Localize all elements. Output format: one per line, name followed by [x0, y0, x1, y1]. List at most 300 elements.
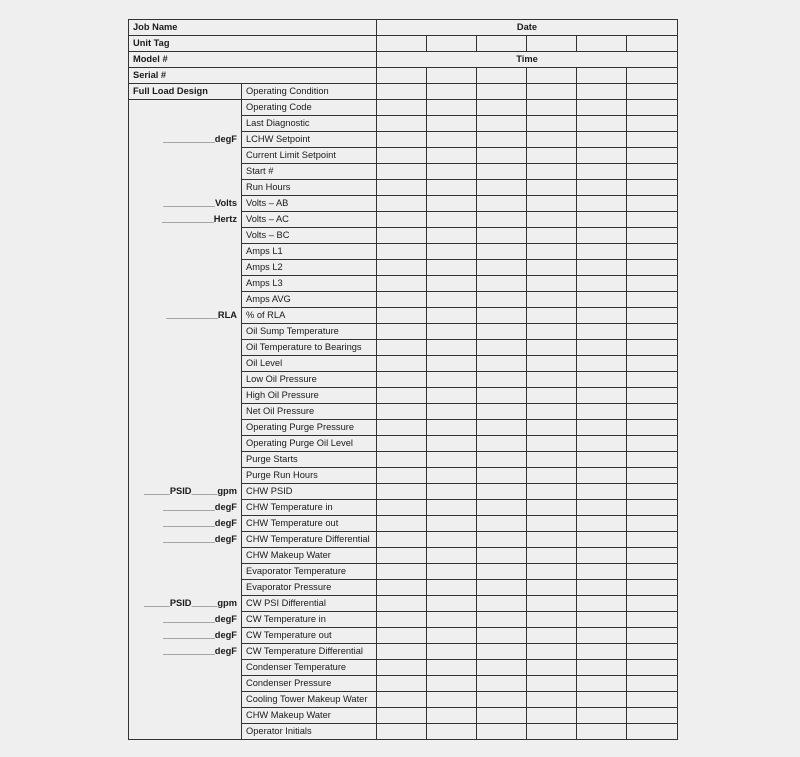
- entry-cell[interactable]: [527, 724, 577, 740]
- table-row: [129, 516, 678, 532]
- entry-cell[interactable]: [427, 132, 477, 148]
- entry-cell[interactable]: [427, 260, 477, 276]
- entry-cell[interactable]: [627, 580, 678, 596]
- entry-cell[interactable]: [377, 356, 427, 372]
- row-label: Net Oil Pressure: [242, 404, 377, 420]
- entry-cell[interactable]: [627, 100, 678, 116]
- entry-cell[interactable]: [627, 548, 678, 564]
- table-row: [129, 212, 678, 228]
- entry-cell[interactable]: [527, 308, 577, 324]
- entry-cell[interactable]: [377, 548, 427, 564]
- entry-cell[interactable]: [577, 436, 627, 452]
- entry-cell[interactable]: [477, 628, 527, 644]
- entry-cell[interactable]: [577, 148, 627, 164]
- entry-cell[interactable]: [477, 452, 527, 468]
- entry-cell[interactable]: [377, 580, 427, 596]
- entry-cell[interactable]: [527, 132, 577, 148]
- entry-cell[interactable]: [477, 660, 527, 676]
- entry-cell[interactable]: [377, 404, 427, 420]
- entry-cell[interactable]: [577, 132, 627, 148]
- table-row: [129, 436, 678, 452]
- entry-cell[interactable]: [577, 724, 627, 740]
- entry-cell[interactable]: [377, 692, 427, 708]
- entry-cell[interactable]: [427, 324, 477, 340]
- entry-cell[interactable]: [427, 708, 477, 724]
- entry-cell[interactable]: [477, 420, 527, 436]
- entry-cell[interactable]: [527, 516, 577, 532]
- row-label: Purge Starts: [242, 452, 377, 468]
- entry-cell[interactable]: [427, 356, 477, 372]
- entry-cell[interactable]: [477, 100, 527, 116]
- entry-cell[interactable]: [577, 84, 627, 100]
- entry-cell[interactable]: [577, 452, 627, 468]
- entry-cell[interactable]: [527, 436, 577, 452]
- entry-cell[interactable]: [577, 644, 627, 660]
- entry-cell[interactable]: [577, 260, 627, 276]
- entry-cell[interactable]: [427, 180, 477, 196]
- entry-cell[interactable]: [427, 676, 477, 692]
- entry-cell[interactable]: [377, 564, 427, 580]
- entry-cell[interactable]: [627, 564, 678, 580]
- entry-cell[interactable]: [527, 260, 577, 276]
- design-value: [129, 404, 242, 420]
- entry-cell[interactable]: [377, 596, 427, 612]
- entry-cell[interactable]: [377, 660, 427, 676]
- entry-cell[interactable]: [627, 532, 678, 548]
- entry-cell[interactable]: [627, 612, 678, 628]
- design-value: [129, 676, 242, 692]
- entry-cell[interactable]: [527, 292, 577, 308]
- table-row: [129, 500, 678, 516]
- row-label: Operating Code: [242, 100, 377, 116]
- entry-cell[interactable]: [427, 372, 477, 388]
- entry-cell[interactable]: [427, 500, 477, 516]
- entry-cell[interactable]: [627, 500, 678, 516]
- entry-cell[interactable]: [377, 324, 427, 340]
- entry-cell[interactable]: [477, 612, 527, 628]
- entry-cell[interactable]: [627, 164, 678, 180]
- entry-cell[interactable]: [427, 212, 477, 228]
- entry-cell[interactable]: [477, 484, 527, 500]
- entry-cell[interactable]: [427, 404, 477, 420]
- entry-cell[interactable]: [427, 436, 477, 452]
- entry-cell[interactable]: [577, 36, 627, 52]
- entry-cell[interactable]: [427, 660, 477, 676]
- entry-cell[interactable]: [427, 100, 477, 116]
- entry-cell[interactable]: [627, 644, 678, 660]
- entry-cell[interactable]: [477, 692, 527, 708]
- entry-cell[interactable]: [377, 148, 427, 164]
- entry-cell[interactable]: [527, 340, 577, 356]
- design-value[interactable]: _____PSID_____gpm: [129, 596, 242, 612]
- entry-cell[interactable]: [477, 292, 527, 308]
- design-value[interactable]: __________degF: [129, 532, 242, 548]
- entry-cell[interactable]: [527, 372, 577, 388]
- entry-cell[interactable]: [627, 516, 678, 532]
- entry-cell[interactable]: [377, 228, 427, 244]
- entry-cell[interactable]: [527, 628, 577, 644]
- design-value[interactable]: __________degF: [129, 644, 242, 660]
- entry-cell[interactable]: [427, 532, 477, 548]
- entry-cell[interactable]: [477, 644, 527, 660]
- entry-cell[interactable]: [527, 116, 577, 132]
- entry-cell[interactable]: [427, 84, 477, 100]
- entry-cell[interactable]: [427, 644, 477, 660]
- entry-cell[interactable]: [477, 276, 527, 292]
- entry-cell[interactable]: [477, 500, 527, 516]
- table-row: [129, 532, 678, 548]
- entry-cell[interactable]: [627, 692, 678, 708]
- row-label: Run Hours: [242, 180, 377, 196]
- design-value[interactable]: __________Hertz: [129, 212, 242, 228]
- entry-cell[interactable]: [627, 180, 678, 196]
- entry-cell[interactable]: [627, 676, 678, 692]
- entry-cell[interactable]: [627, 36, 678, 52]
- entry-cell[interactable]: [527, 196, 577, 212]
- entry-cell[interactable]: [527, 452, 577, 468]
- entry-cell[interactable]: [527, 164, 577, 180]
- design-value[interactable]: __________Volts: [129, 196, 242, 212]
- entry-cell[interactable]: [627, 708, 678, 724]
- entry-cell[interactable]: [527, 228, 577, 244]
- entry-cell[interactable]: [477, 676, 527, 692]
- entry-cell[interactable]: [527, 580, 577, 596]
- entry-cell[interactable]: [427, 420, 477, 436]
- entry-cell[interactable]: [527, 180, 577, 196]
- entry-cell[interactable]: [577, 532, 627, 548]
- entry-cell[interactable]: [377, 372, 427, 388]
- entry-cell[interactable]: [477, 148, 527, 164]
- entry-cell[interactable]: [477, 68, 527, 84]
- entry-cell[interactable]: [427, 468, 477, 484]
- entry-cell[interactable]: [377, 452, 427, 468]
- entry-cell[interactable]: [577, 276, 627, 292]
- entry-cell[interactable]: [577, 388, 627, 404]
- entry-cell[interactable]: [377, 436, 427, 452]
- entry-cell[interactable]: [627, 372, 678, 388]
- row-label: Oil Temperature to Bearings: [242, 340, 377, 356]
- entry-cell[interactable]: [527, 420, 577, 436]
- entry-cell[interactable]: [627, 452, 678, 468]
- entry-cell[interactable]: [377, 500, 427, 516]
- entry-cell[interactable]: [627, 724, 678, 740]
- table-row: [129, 628, 678, 644]
- design-value[interactable]: __________degF: [129, 500, 242, 516]
- entry-cell[interactable]: [477, 724, 527, 740]
- design-value: [129, 452, 242, 468]
- entry-cell[interactable]: [527, 596, 577, 612]
- entry-cell[interactable]: [527, 564, 577, 580]
- design-value[interactable]: __________degF: [129, 612, 242, 628]
- entry-cell[interactable]: [577, 180, 627, 196]
- entry-cell[interactable]: [627, 356, 678, 372]
- table-row: [129, 100, 678, 116]
- entry-cell[interactable]: [577, 164, 627, 180]
- entry-cell[interactable]: [477, 260, 527, 276]
- entry-cell[interactable]: [477, 580, 527, 596]
- design-value: [129, 340, 242, 356]
- entry-cell[interactable]: [527, 68, 577, 84]
- entry-cell[interactable]: [427, 116, 477, 132]
- entry-cell[interactable]: [477, 468, 527, 484]
- entry-cell[interactable]: [427, 36, 477, 52]
- entry-cell[interactable]: [527, 388, 577, 404]
- table-row: [129, 660, 678, 676]
- entry-cell[interactable]: [377, 468, 427, 484]
- entry-cell[interactable]: [477, 356, 527, 372]
- entry-cell[interactable]: [377, 708, 427, 724]
- entry-cell[interactable]: [377, 116, 427, 132]
- entry-cell[interactable]: [477, 516, 527, 532]
- entry-cell[interactable]: [627, 340, 678, 356]
- entry-cell[interactable]: [577, 612, 627, 628]
- header-date: Date: [377, 20, 678, 36]
- entry-cell[interactable]: [377, 420, 427, 436]
- row-label: Purge Run Hours: [242, 468, 377, 484]
- entry-cell[interactable]: [577, 500, 627, 516]
- entry-cell[interactable]: [627, 276, 678, 292]
- entry-cell[interactable]: [427, 68, 477, 84]
- entry-cell[interactable]: [427, 244, 477, 260]
- entry-cell[interactable]: [477, 388, 527, 404]
- entry-cell[interactable]: [627, 148, 678, 164]
- entry-cell[interactable]: [427, 388, 477, 404]
- entry-cell[interactable]: [377, 628, 427, 644]
- entry-cell[interactable]: [427, 292, 477, 308]
- entry-cell[interactable]: [577, 228, 627, 244]
- entry-cell[interactable]: [627, 260, 678, 276]
- entry-cell[interactable]: [527, 660, 577, 676]
- entry-cell[interactable]: [627, 228, 678, 244]
- entry-cell[interactable]: [477, 308, 527, 324]
- entry-cell[interactable]: [527, 484, 577, 500]
- entry-cell[interactable]: [577, 404, 627, 420]
- entry-cell[interactable]: [627, 468, 678, 484]
- entry-cell[interactable]: [377, 292, 427, 308]
- entry-cell[interactable]: [377, 276, 427, 292]
- entry-cell[interactable]: [527, 500, 577, 516]
- entry-cell[interactable]: [427, 628, 477, 644]
- design-value[interactable]: __________degF: [129, 628, 242, 644]
- entry-cell[interactable]: [427, 228, 477, 244]
- entry-cell[interactable]: [377, 388, 427, 404]
- entry-cell[interactable]: [527, 468, 577, 484]
- row-label: CW Temperature in: [242, 612, 377, 628]
- entry-cell[interactable]: [427, 580, 477, 596]
- entry-cell[interactable]: [427, 308, 477, 324]
- entry-cell[interactable]: [477, 596, 527, 612]
- entry-cell[interactable]: [577, 564, 627, 580]
- entry-cell[interactable]: [627, 404, 678, 420]
- entry-cell[interactable]: [377, 196, 427, 212]
- entry-cell[interactable]: [627, 308, 678, 324]
- entry-cell[interactable]: [477, 372, 527, 388]
- entry-cell[interactable]: [377, 340, 427, 356]
- entry-cell[interactable]: [527, 276, 577, 292]
- entry-cell[interactable]: [627, 420, 678, 436]
- entry-cell[interactable]: [577, 292, 627, 308]
- entry-cell[interactable]: [627, 596, 678, 612]
- design-value[interactable]: __________degF: [129, 516, 242, 532]
- entry-cell[interactable]: [427, 724, 477, 740]
- entry-cell[interactable]: [477, 708, 527, 724]
- entry-cell[interactable]: [577, 676, 627, 692]
- entry-cell[interactable]: [377, 724, 427, 740]
- entry-cell[interactable]: [527, 324, 577, 340]
- entry-cell[interactable]: [377, 84, 427, 100]
- entry-cell[interactable]: [427, 340, 477, 356]
- entry-cell[interactable]: [477, 84, 527, 100]
- table-row: [129, 228, 678, 244]
- entry-cell[interactable]: [477, 132, 527, 148]
- entry-cell[interactable]: [577, 484, 627, 500]
- entry-cell[interactable]: [627, 436, 678, 452]
- entry-cell[interactable]: [427, 164, 477, 180]
- entry-cell[interactable]: [577, 628, 627, 644]
- entry-cell[interactable]: [477, 548, 527, 564]
- entry-cell[interactable]: [577, 580, 627, 596]
- entry-cell[interactable]: [627, 196, 678, 212]
- entry-cell[interactable]: [627, 324, 678, 340]
- design-value[interactable]: _____PSID_____gpm: [129, 484, 242, 500]
- entry-cell[interactable]: [377, 676, 427, 692]
- entry-cell[interactable]: [577, 596, 627, 612]
- entry-cell[interactable]: [577, 372, 627, 388]
- entry-cell[interactable]: [427, 692, 477, 708]
- entry-cell[interactable]: [527, 532, 577, 548]
- entry-cell[interactable]: [527, 84, 577, 100]
- entry-cell[interactable]: [577, 708, 627, 724]
- row-label: Cooling Tower Makeup Water: [242, 692, 377, 708]
- entry-cell[interactable]: [577, 516, 627, 532]
- entry-cell[interactable]: [477, 324, 527, 340]
- entry-cell[interactable]: [627, 244, 678, 260]
- entry-cell[interactable]: [577, 212, 627, 228]
- entry-cell[interactable]: [577, 660, 627, 676]
- entry-cell[interactable]: [477, 212, 527, 228]
- entry-cell[interactable]: [377, 532, 427, 548]
- entry-cell[interactable]: [377, 484, 427, 500]
- entry-cell[interactable]: [577, 692, 627, 708]
- entry-cell[interactable]: [427, 276, 477, 292]
- row-label: Low Oil Pressure: [242, 372, 377, 388]
- entry-cell[interactable]: [627, 660, 678, 676]
- entry-cell[interactable]: [377, 308, 427, 324]
- entry-cell[interactable]: [627, 388, 678, 404]
- entry-cell[interactable]: [477, 404, 527, 420]
- entry-cell[interactable]: [377, 132, 427, 148]
- table-row: [129, 308, 678, 324]
- entry-cell[interactable]: [527, 692, 577, 708]
- entry-cell[interactable]: [627, 68, 678, 84]
- entry-cell[interactable]: [527, 644, 577, 660]
- entry-cell[interactable]: [577, 244, 627, 260]
- entry-cell[interactable]: [377, 68, 427, 84]
- entry-cell[interactable]: [577, 468, 627, 484]
- entry-cell[interactable]: [527, 708, 577, 724]
- entry-cell[interactable]: [627, 132, 678, 148]
- entry-cell[interactable]: [477, 228, 527, 244]
- row-label: Last Diagnostic: [242, 116, 377, 132]
- entry-cell[interactable]: [377, 612, 427, 628]
- entry-cell[interactable]: [377, 100, 427, 116]
- entry-cell[interactable]: [427, 596, 477, 612]
- table-row: [129, 388, 678, 404]
- entry-cell[interactable]: [477, 564, 527, 580]
- entry-cell[interactable]: [577, 68, 627, 84]
- entry-cell[interactable]: [527, 612, 577, 628]
- entry-cell[interactable]: [377, 244, 427, 260]
- entry-cell[interactable]: [577, 116, 627, 132]
- entry-cell[interactable]: [377, 36, 427, 52]
- entry-cell[interactable]: [627, 628, 678, 644]
- entry-cell[interactable]: [477, 116, 527, 132]
- entry-cell[interactable]: [377, 516, 427, 532]
- entry-cell[interactable]: [577, 196, 627, 212]
- entry-cell[interactable]: [477, 180, 527, 196]
- entry-cell[interactable]: [477, 196, 527, 212]
- entry-cell[interactable]: [577, 308, 627, 324]
- entry-cell[interactable]: [377, 212, 427, 228]
- entry-cell[interactable]: [627, 292, 678, 308]
- entry-cell[interactable]: [577, 324, 627, 340]
- entry-cell[interactable]: [577, 548, 627, 564]
- design-value[interactable]: __________degF: [129, 132, 242, 148]
- entry-cell[interactable]: [627, 84, 678, 100]
- entry-cell[interactable]: [577, 100, 627, 116]
- entry-cell[interactable]: [527, 244, 577, 260]
- entry-cell[interactable]: [477, 36, 527, 52]
- entry-cell[interactable]: [377, 164, 427, 180]
- row-label: Amps L1: [242, 244, 377, 260]
- entry-cell[interactable]: [577, 356, 627, 372]
- entry-cell[interactable]: [627, 484, 678, 500]
- entry-cell[interactable]: [477, 244, 527, 260]
- entry-cell[interactable]: [377, 644, 427, 660]
- entry-cell[interactable]: [427, 516, 477, 532]
- entry-cell[interactable]: [477, 340, 527, 356]
- entry-cell[interactable]: [527, 356, 577, 372]
- entry-cell[interactable]: [427, 612, 477, 628]
- row-label: CW Temperature Differential: [242, 644, 377, 660]
- entry-cell[interactable]: [527, 404, 577, 420]
- entry-cell[interactable]: [427, 564, 477, 580]
- entry-cell[interactable]: [527, 212, 577, 228]
- entry-cell[interactable]: [527, 100, 577, 116]
- row-label: Evaporator Pressure: [242, 580, 377, 596]
- entry-cell[interactable]: [627, 212, 678, 228]
- entry-cell[interactable]: [527, 548, 577, 564]
- entry-cell[interactable]: [427, 452, 477, 468]
- entry-cell[interactable]: [427, 148, 477, 164]
- entry-cell[interactable]: [527, 36, 577, 52]
- entry-cell[interactable]: [477, 436, 527, 452]
- entry-cell[interactable]: [427, 196, 477, 212]
- entry-cell[interactable]: [527, 676, 577, 692]
- design-value[interactable]: __________RLA: [129, 308, 242, 324]
- entry-cell[interactable]: [477, 532, 527, 548]
- entry-cell[interactable]: [377, 260, 427, 276]
- entry-cell[interactable]: [627, 116, 678, 132]
- entry-cell[interactable]: [577, 340, 627, 356]
- entry-cell[interactable]: [427, 484, 477, 500]
- entry-cell[interactable]: [477, 164, 527, 180]
- entry-cell[interactable]: [377, 180, 427, 196]
- entry-cell[interactable]: [427, 548, 477, 564]
- entry-cell[interactable]: [527, 148, 577, 164]
- table-row: [129, 420, 678, 436]
- entry-cell[interactable]: [577, 420, 627, 436]
